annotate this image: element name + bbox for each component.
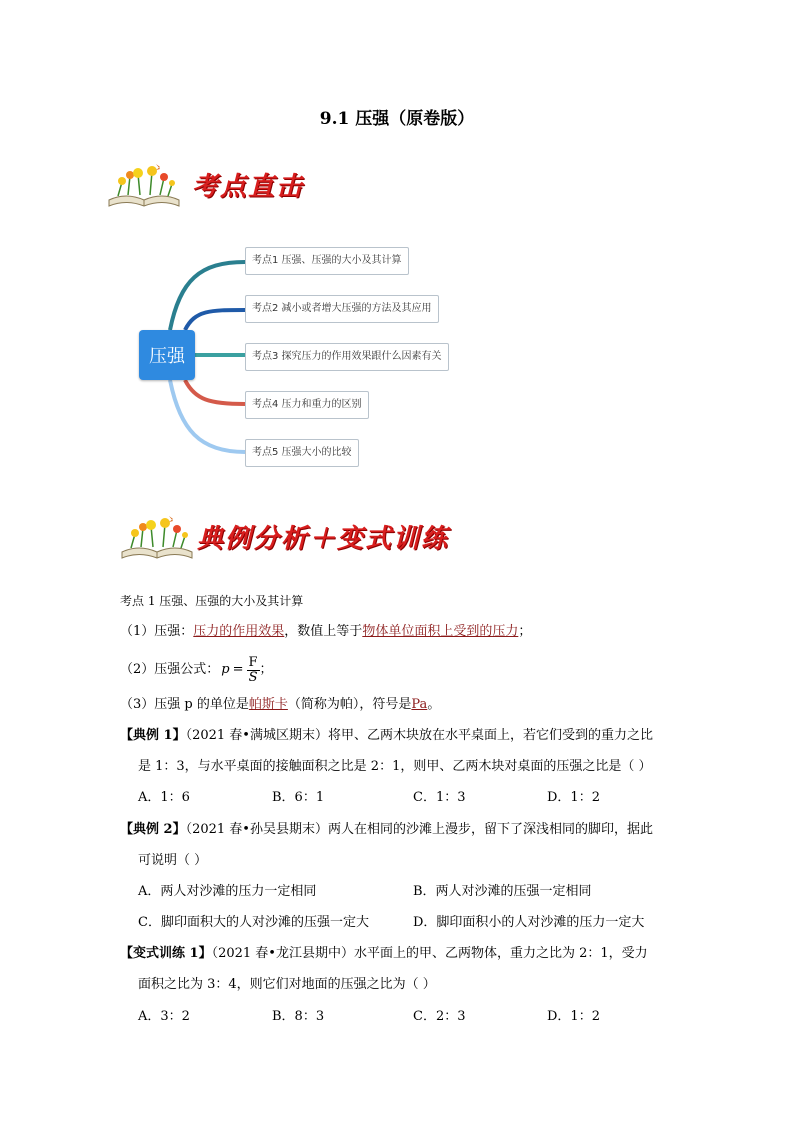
text: ；: [259, 662, 273, 677]
variant-1-line-2: 面积之比为 3：4，则它们对地面的压强之比为（ ）: [138, 977, 436, 992]
question-text: （2021 春•满城区期末）将甲、乙两木块放在水平桌面上，若它们受到的重力之比: [185, 728, 653, 743]
example-1-line-2: 是 1：3，与水平桌面的接触面积之比是 2：1，则甲、乙两木块对桌面的压强之比是（ ）: [138, 759, 652, 774]
connector-4: [185, 380, 245, 404]
mindmap-center-node: 压强: [139, 330, 195, 380]
example-2-options-row-1: [0, 882, 794, 902]
formula-eq: =: [232, 662, 244, 677]
option-c: C．2：3: [413, 1009, 466, 1024]
option-d: D．脚印面积小的人对沙滩的压力一定大: [413, 915, 645, 930]
page-title: 9.1 压强（原卷版）: [319, 109, 475, 129]
example-2-line-1: [120, 820, 653, 840]
question-text: （2021 春•孙吴县期末）两人在相同的沙滩上漫步，留下了深浅相同的脚印，据此: [185, 822, 653, 837]
question-text: （2021 春•龙江县期中）水平面上的甲、乙两物体，重力之比为 2：1，受力: [211, 946, 648, 961]
variant-1-options: [0, 1007, 794, 1027]
key-term: 压力的作用效果: [193, 624, 285, 639]
connector-5: [170, 380, 245, 452]
section-heading-examples: [117, 514, 477, 574]
option-b: B．6：1: [272, 790, 325, 805]
variant-tag: 【变式训练 1】: [120, 946, 212, 961]
option-b: B．8：3: [272, 1009, 325, 1024]
mindmap-node-3: 考点3 探究压力的作用效果跟什么因素有关: [245, 343, 449, 371]
point-line-1: [120, 622, 531, 642]
section-heading-label: 考点直击: [192, 172, 305, 202]
example-tag: 【典例 1】: [120, 728, 186, 743]
option-c: C．脚印面积大的人对沙滩的压强一定大: [138, 915, 369, 930]
formula-numerator: F: [248, 654, 258, 670]
formula-fraction: [247, 656, 260, 685]
option-d: D．1：2: [547, 1009, 600, 1024]
section-heading-label: 典例分析＋变式训练: [197, 524, 450, 554]
example-2-line-2: 可说明（ ）: [138, 853, 208, 868]
example-tag: 【典例 2】: [120, 822, 186, 837]
example-2-options-row-2: [0, 913, 794, 933]
key-term: Pa: [411, 697, 428, 712]
key-term: 物体单位面积上受到的压力: [362, 624, 519, 639]
point-line-2: [120, 655, 273, 685]
option-b: B．两人对沙滩的压强一定相同: [413, 884, 592, 899]
connector-1: [170, 262, 245, 330]
mindmap-node-5: 考点5 压强大小的比较: [245, 439, 359, 467]
formula-p: p: [221, 662, 230, 677]
connector-2: [185, 310, 245, 330]
formula-denominator: S: [248, 669, 258, 685]
example-1-line-1: [120, 726, 653, 746]
text: （2）压强公式：: [120, 662, 220, 677]
text: （3）压强 p 的单位是: [120, 697, 249, 712]
option-d: D．1：2: [547, 790, 600, 805]
option-c: C．1：3: [413, 790, 466, 805]
point-line-3: [120, 695, 440, 715]
mindmap-node-1: 考点1 压强、压强的大小及其计算: [245, 247, 409, 275]
text: （1）压强：: [120, 624, 194, 639]
key-term: 帕斯卡: [248, 697, 288, 712]
text: （简称为帕），符号是: [287, 697, 412, 712]
mindmap-node-4: 考点4 压力和重力的区别: [245, 391, 369, 419]
mindmap-node-2: 考点2 减小或者增大压强的方法及其应用: [245, 295, 439, 323]
variant-1-line-1: [120, 944, 648, 964]
option-a: A．两人对沙滩的压力一定相同: [138, 884, 317, 899]
option-a: A．3：2: [138, 1009, 190, 1024]
text: 。: [427, 697, 441, 712]
book-flowers-icon: [117, 514, 197, 564]
point-heading: 考点 1 压强、压强的大小及其计算: [120, 594, 304, 608]
option-a: A．1：6: [138, 790, 190, 805]
text: ，数值上等于: [284, 624, 363, 639]
example-1-options: [0, 788, 794, 808]
text: ；: [518, 624, 532, 639]
